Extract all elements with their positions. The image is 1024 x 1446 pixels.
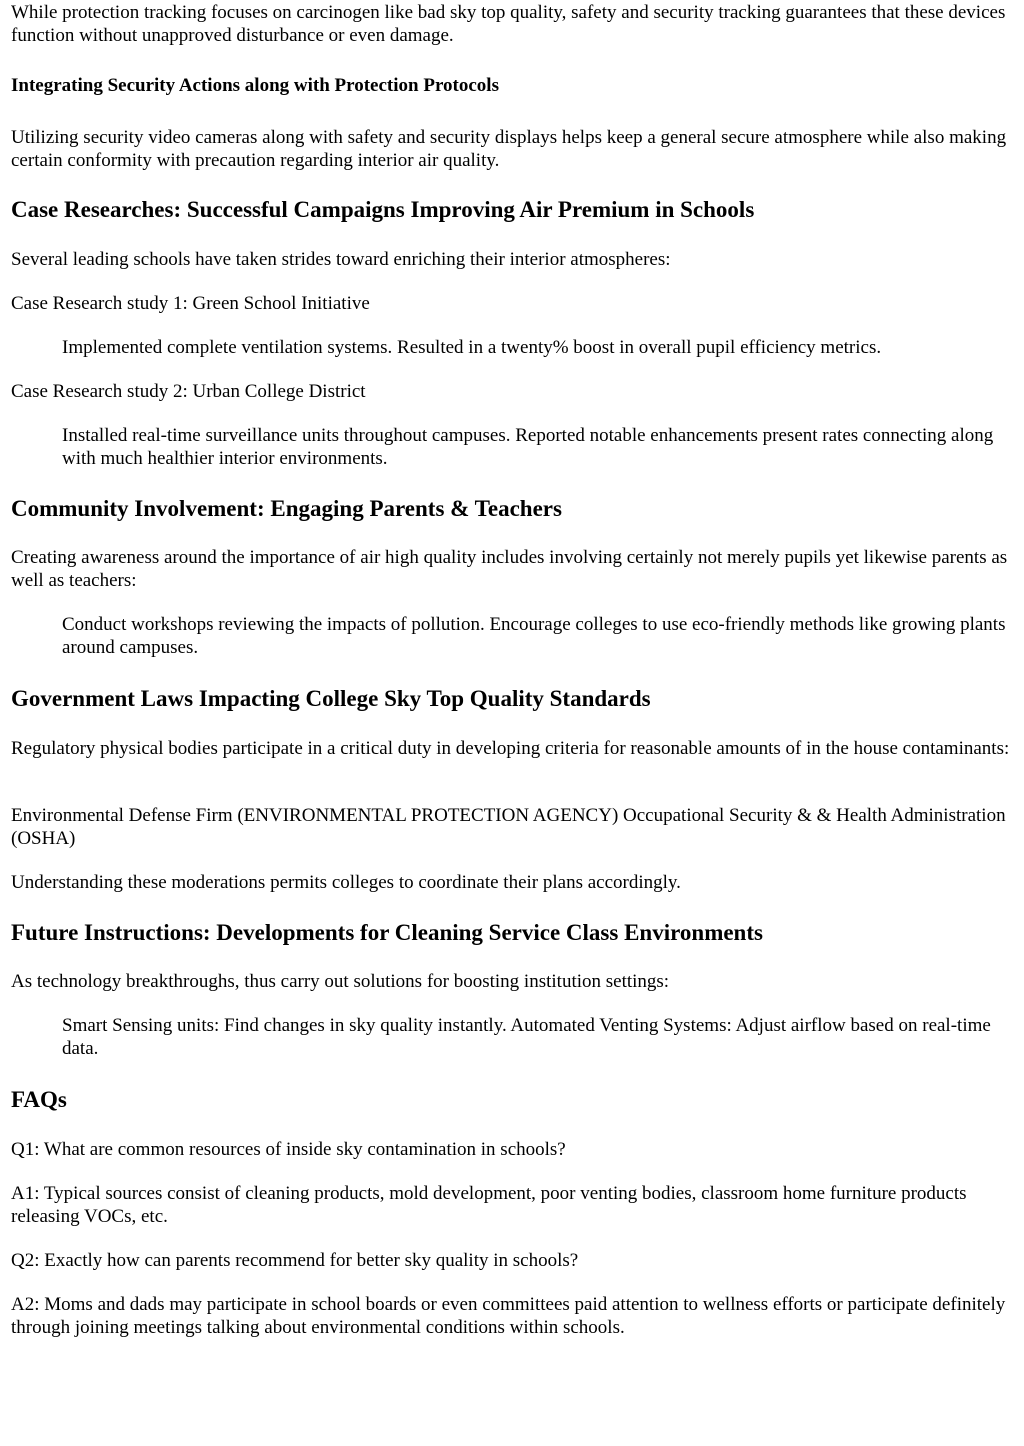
case-intro-paragraph: Several leading schools have taken strides toward enriching their interior atmospheres: (11, 249, 671, 270)
faq-question-2: Q2: Exactly how can parents recommend for better sky quality in schools? (11, 1250, 579, 1271)
agencies-paragraph: Environmental Defense Firm (ENVIRONMENTAL PROTECTION AGENCY) Occupational Security & & Health Administration (OSHA) (11, 805, 1006, 849)
case-study-2-body: Installed real-time surveillance units throughout campuses. Reported notable enhancements present rates connecting along with much healthier interior environments. (62, 425, 994, 469)
section-heading-case-studies: Case Researches: Successful Campaigns Improving Air Premium in Schools (11, 197, 755, 222)
community-paragraph: Creating awareness around the importance of air high quality includes involving certainly not merely pupils yet likewise parents as well as teachers: (11, 547, 1008, 591)
section-heading-faqs: FAQs (11, 1087, 67, 1112)
intro-paragraph: While protection tracking focuses on carcinogen like bad sky top quality, safety and security tracking guarantees that these devices function without unapproved disturbance or even damage. (11, 2, 1006, 46)
case-study-1-body: Implemented complete ventilation systems. Resulted in a twenty% boost in overall pupil efficiency metrics. (62, 337, 882, 358)
government-paragraph: Regulatory physical bodies participate in a critical duty in developing criteria for reasonable amounts of in the house contaminants: (11, 738, 1010, 759)
faq-answer-1: A1: Typical sources consist of cleaning products, mold development, poor venting bodies, classroom home furniture products releasing VOCs, etc. (11, 1183, 967, 1227)
faq-answer-2: A2: Moms and dads may participate in school boards or even committees paid attention to wellness efforts or participate definitely through joining meetings talking about environmental conditions within schools. (11, 1294, 1006, 1338)
future-paragraph: As technology breakthroughs, thus carry out solutions for boosting institution settings: (11, 971, 670, 992)
future-body: Smart Sensing units: Find changes in sky quality instantly. Automated Venting Systems: Adjust airflow based on real-time data. (62, 1015, 991, 1059)
faq-question-1: Q1: What are common resources of inside sky contamination in schools? (11, 1139, 566, 1160)
case-study-1-title: Case Research study 1: Green School Initiative (11, 293, 370, 314)
community-body: Conduct workshops reviewing the impacts of pollution. Encourage colleges to use eco-friendly methods like growing plants around campuses. (62, 614, 1006, 658)
moderations-paragraph: Understanding these moderations permits colleges to coordinate their plans accordingly. (11, 872, 681, 893)
section-heading-future: Future Instructions: Developments for Cleaning Service Class Environments (11, 920, 763, 945)
case-study-2-title: Case Research study 2: Urban College District (11, 381, 366, 402)
integrating-paragraph: Utilizing security video cameras along with safety and security displays helps keep a general secure atmosphere while also making certain conformity with precaution regarding interior air quality. (11, 127, 1007, 171)
section-heading-integrating: Integrating Security Actions along with Protection Protocols (11, 75, 499, 96)
section-heading-community: Community Involvement: Engaging Parents & Teachers (11, 496, 562, 521)
section-heading-government: Government Laws Impacting College Sky Top Quality Standards (11, 686, 651, 711)
